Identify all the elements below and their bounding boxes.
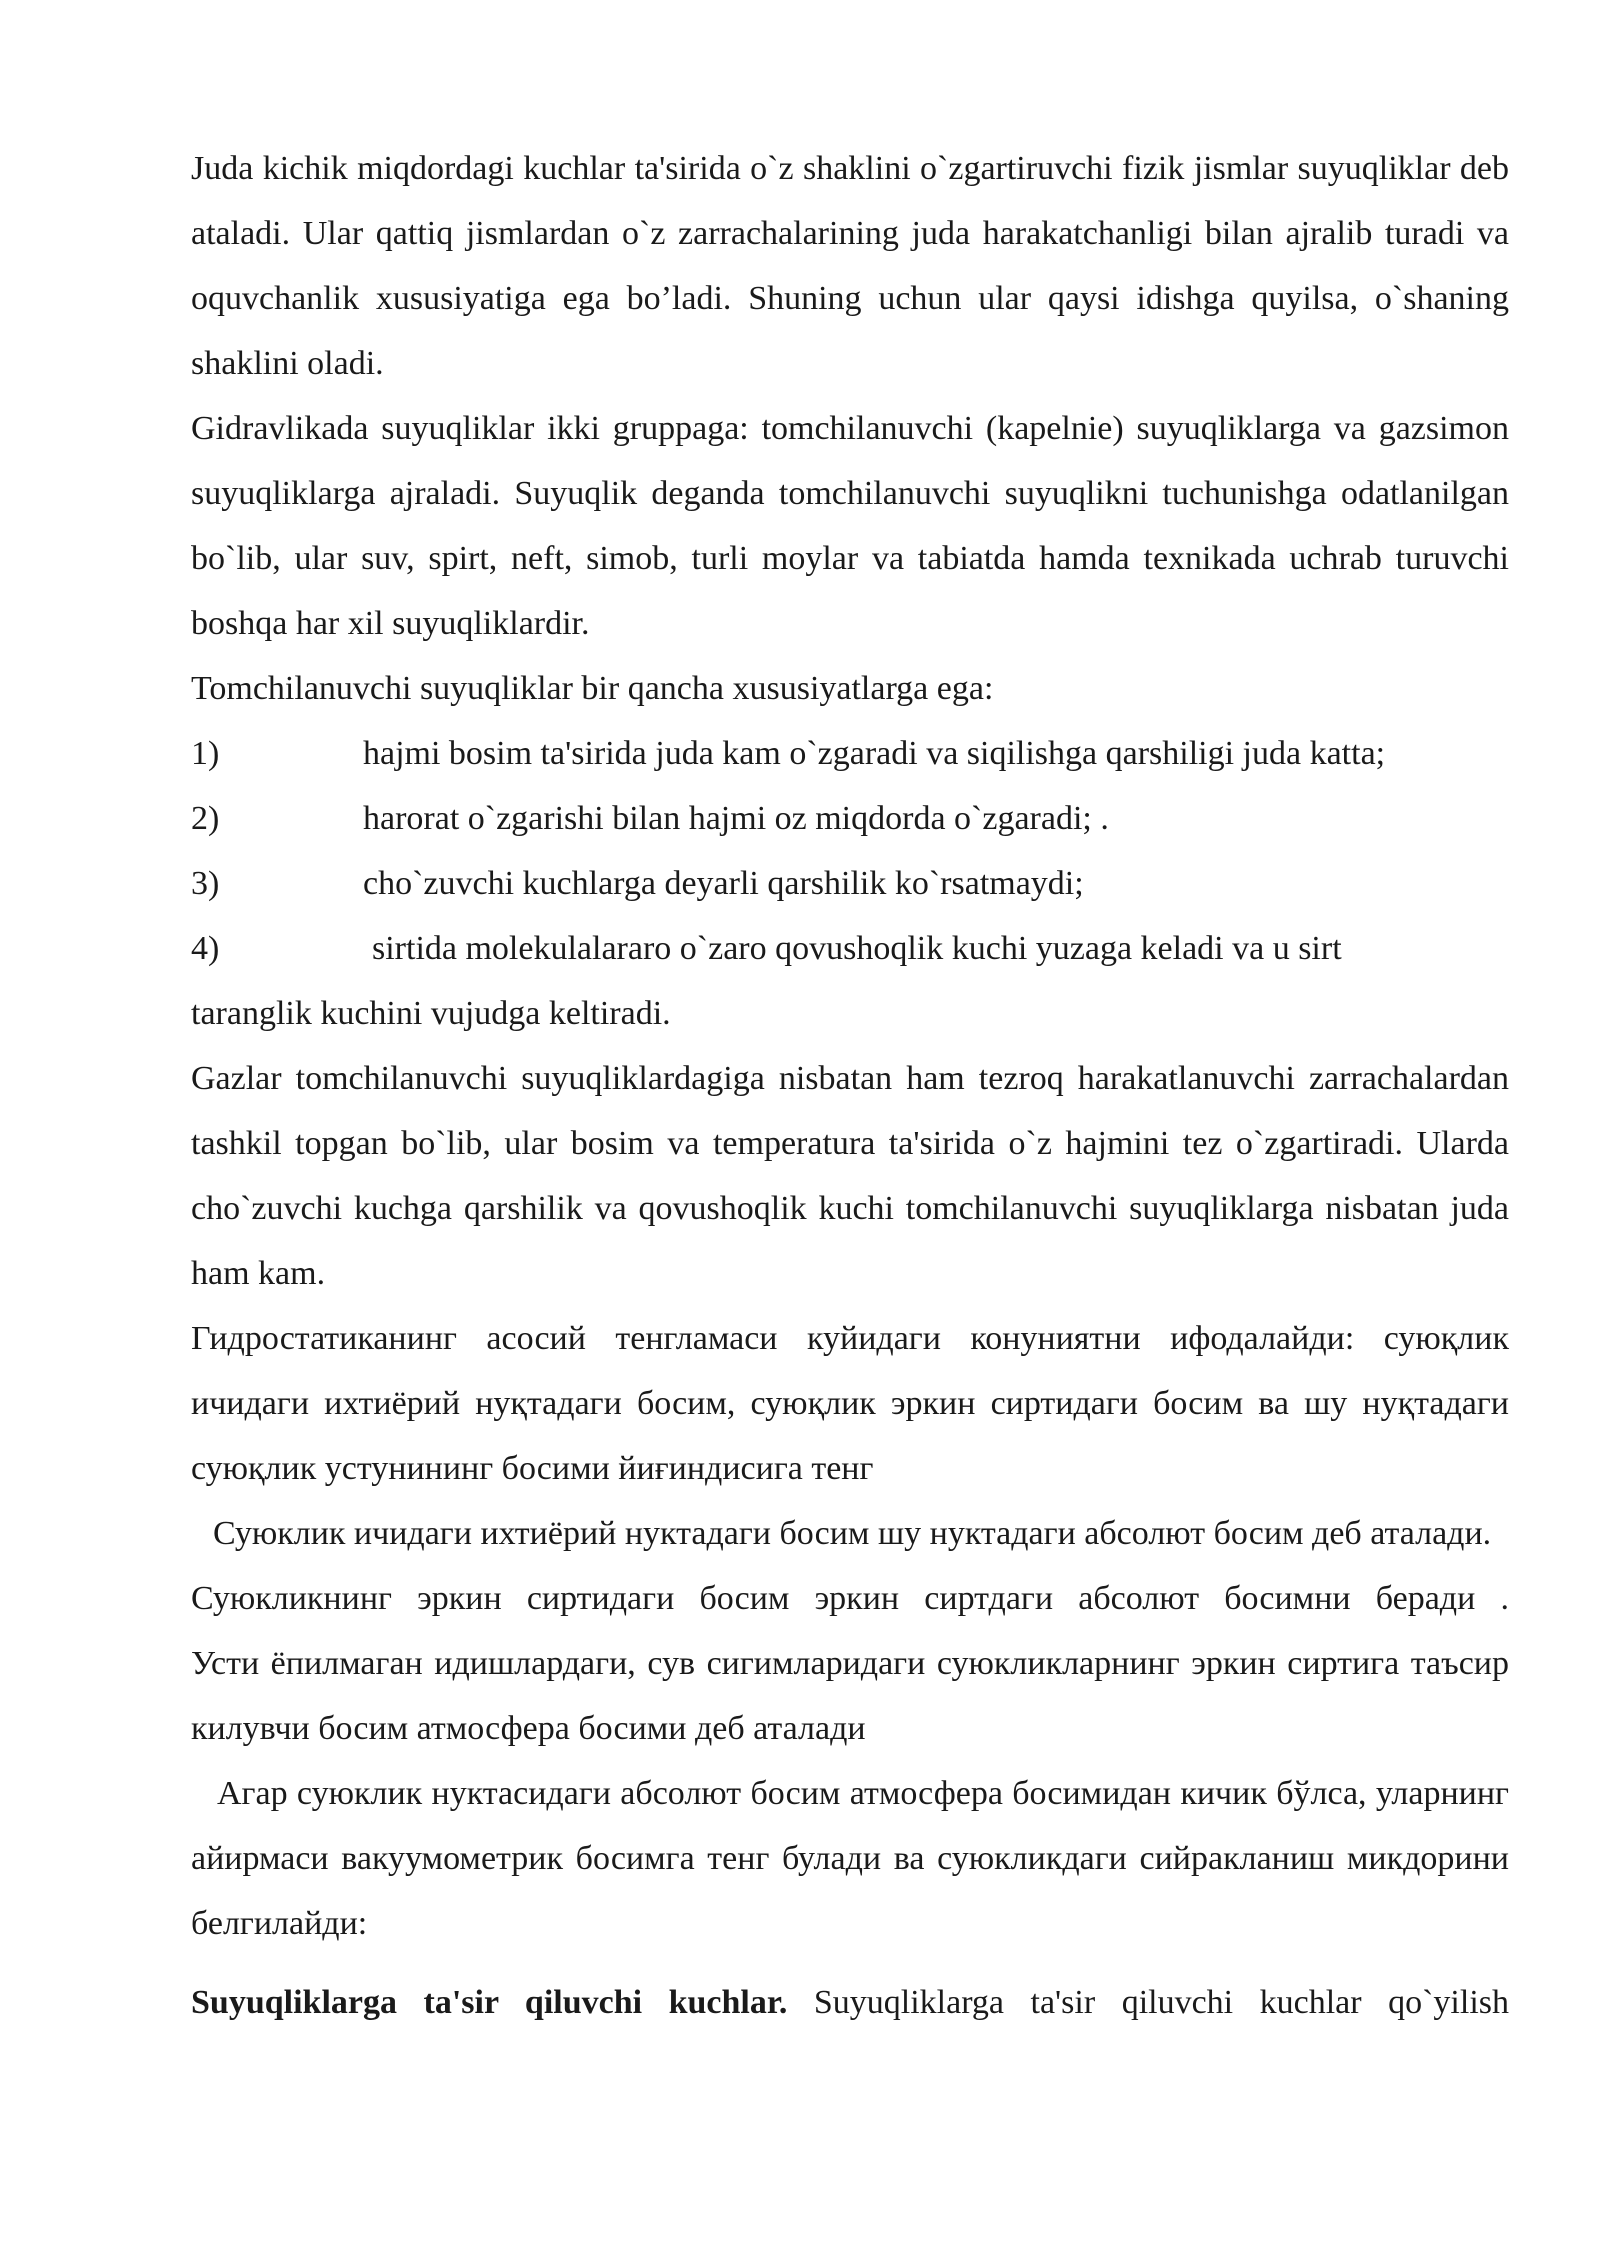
- paragraph-gases: Gazlar tomchilanuvchi suyuqliklardagiga nisbatan ham tezroq harakatlanuvchi zarrachalardan tashkil topgan bo`lib, ular bosim va temperatura ta'sirida o`z hajmini tez o`zgartiradi. Ularda cho`zuvchi kuchga qarshilik va qovushoqlik kuchi tomchilanuvchi suyuqliklarga nisbatan juda ham kam.: [191, 1060, 1509, 1292]
- paragraph-vacuum-pressure: Агар суюклик нуктасидаги абсолют босим атмосфера босимидан кичик бўлса, уларнинг айирмаси вакуумометрик босимга тенг булади ва суюкликдаги сийракланиш микдорини белгилайди:: [191, 1775, 1509, 1942]
- list-number: 2): [191, 800, 220, 837]
- paragraph-liquid-groups: Gidravlikada suyuqliklar ikki gruppaga: tomchilanuvchi (kapelnie) suyuqliklarga va gazsimon suyuqliklarga ajraladi. Suyuqlik deganda tomchilanuvchi suyuqlikni tuchunishga odatlanilgan bo`lib, ular suv, spirt, neft, simob, turli moylar va tabiatda hamda texnikada uchrab turuvchi boshqa har xil suyuqliklardir.: [191, 410, 1509, 642]
- list-text: harorat o`zgarishi bilan hajmi oz miqdorda o`zgaradi; .: [363, 800, 1109, 837]
- list-text: cho`zuvchi kuchlarga deyarli qarshilik ko`rsatmaydi;: [363, 865, 1084, 902]
- list-item-4: [191, 916, 1509, 981]
- list-item-3: [191, 851, 1509, 916]
- paragraph-hydrostatic-equation: Гидростатиканинг асосий тенгламаси куйидаги конуниятни ифодалайди: суюқлик ичидаги ихтиёрий нуқтадаги босим, суюқлик эркин сиртидаги босим ва шу нуқтадаги суюқлик устунининг босими йиғиндисига тенг: [191, 1320, 1509, 1487]
- paragraph-liquids-definition: Juda kichik miqdordagi kuchlar ta'sirida o`z shaklini o`zgartiruvchi fizik jismlar suyuqliklar deb ataladi. Ular qattiq jismlardan o`z zarrachalarining juda harakatchanligi bilan ajralib turadi va oquvchanlik xususiyatiga ega bo’ladi. Shuning uchun ular qaysi idishga quyilsa, o`shaning shaklini oladi.: [191, 150, 1509, 382]
- list-item-1: [191, 721, 1509, 786]
- paragraph-absolute-pressure: Суюклик ичидаги ихтиёрий нуктадаги босим шу нуктадаги абсолют босим деб аталади.: [213, 1515, 1492, 1552]
- list-number: 1): [191, 735, 220, 772]
- section-heading: Suyuqliklarga ta'sir qiluvchi kuchlar.: [191, 1984, 788, 2021]
- list-text: sirtida molekulalararo o`zaro qovushoqlik kuchi yuzaga keladi va u sirt: [372, 930, 1342, 967]
- section-text: Suyuqliklarga ta'sir qiluvchi kuchlar qo`yilish: [787, 1984, 1509, 2021]
- document-body: [191, 136, 1509, 2035]
- list-item-2: [191, 786, 1509, 851]
- list-number: 4): [191, 930, 220, 967]
- paragraph-properties-intro: Tomchilanuvchi suyuqliklar bir qancha xususiyatlarga ega:: [191, 670, 994, 707]
- list-text: hajmi bosim ta'sirida juda kam o`zgaradi va siqilishga qarshiligi juda katta;: [363, 735, 1386, 772]
- paragraph-atmospheric-pressure: Усти ёпилмаган идишлардаги, сув сигимларидаги суюкликларнинг эркин сиртига таъсир килувчи босим атмосфера босими деб аталади: [191, 1645, 1509, 1747]
- list-number: 3): [191, 865, 220, 902]
- paragraph-forces-heading: [191, 1970, 1509, 2035]
- paragraph-free-surface-pressure: Суюкликнинг эркин сиртидаги босим эркин сиртдаги абсолют босимни беради .: [191, 1580, 1509, 1617]
- list-item-4-continuation: taranglik kuchini vujudga keltiradi.: [191, 995, 671, 1032]
